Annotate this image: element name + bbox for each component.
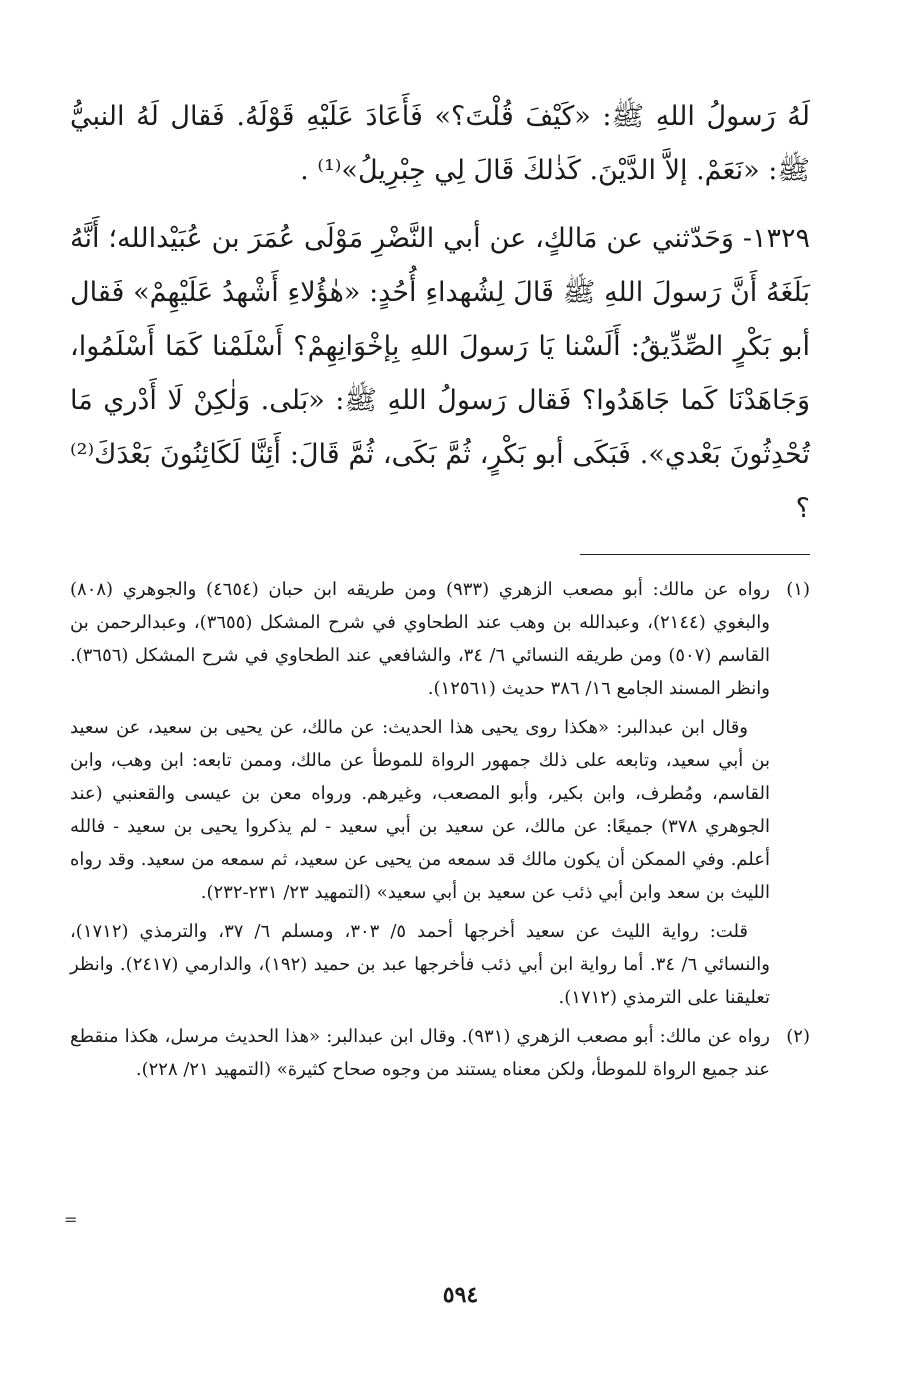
main-paragraph-1: لَهُ رَسولُ اللهِ ﷺ: «كَيْفَ قُلْتَ؟» فَأَعَادَ عَلَيْهِ قَوْلَهُ. فَقال لَهُ النبيُّ ﷺ: «نَعَمْ. إلاَّ الدَّيْنَ. كَذٰلكَ قَالَ لِي جِبْرِيلُ»⁽¹⁾ . xyxy=(70,101,810,186)
page-content xyxy=(70,90,810,1092)
footnote-paragraph: وقال ابن عبدالبر: «هكذا روى يحيى هذا الحديث: عن مالك، عن يحيى بن سعيد، عن سعيد بن أبي سعيد، وتابعه على ذلك جمهور الرواة للموطأ عن مالك، وممن تابعه: ابن وهب، وابن القاسم، ومُطرف، وابن بكير، وأبو المصعب، وغيرهم. ورواه معن بن عيسى والقعنبي (عند الجوهري ٣٧٨) جميعًا: عن مالك، عن سعيد بن أبي سعيد - لم يذكروا يحيى بن سعيد - فالله أعلم. وفي الممكن أن يكون مالك قد سمعه من يحيى عن سعيد، ثم سمعه من سعيد. وقد رواه الليث بن سعد وابن أبي ذئب عن سعيد بن أبي سعيد» (التمهيد ٢٣/ ٢٣١-٢٣٢). xyxy=(70,717,770,903)
footnote-body xyxy=(70,1020,770,1092)
footnote-1 xyxy=(70,573,810,1020)
footnote-number: (١) xyxy=(786,579,810,600)
footnote-separator xyxy=(580,554,810,555)
footnote-paragraph: قلت: رواية الليث عن سعيد أخرجها أحمد ٥/ ٣٠٣، ومسلم ٦/ ٣٧، والترمذي (١٧١٢)، والنسائي ٦/ ٣٤. أما رواية ابن أبي ذئب فأخرجها عبد بن حميد (١٩٢)، والدارمي (٢٤١٧). وانظر تعليقنا على الترمذي (١٧١٢). xyxy=(70,921,770,1008)
footnote-2 xyxy=(70,1020,810,1092)
main-text xyxy=(70,90,810,536)
footnote-number: (٢) xyxy=(786,1026,810,1047)
hadith-1329: ١٣٢٩- وَحَدّثني عن مَالكٍ، عن أبي النَّضْرِ مَوْلَى عُمَرَ بن عُبَيْدالله؛ أَنَّهُ بَلَغَهُ أَنَّ رَسولَ اللهِ ﷺ قَالَ لِشُهداءِ أُحُدٍ: «هٰؤُلاءِ أَشْهدُ عَلَيْهِمْ» فَقال أبو بَكْرٍ الصِّدِّيقُ: أَلَسْنا يَا رَسولَ اللهِ بِإخْوَانِهِمْ؟ أَسْلَمْنا كَمَا أَسْلَمُوا، وَجَاهَدْنَا كَما جَاهَدُوا؟ فَقال رَسولُ اللهِ ﷺ: «بَلى. وَلٰكِنْ لَا أَدْري مَا تُحْدِثُونَ بَعْدي». فَبَكَى أبو بَكْرٍ، ثُمَّ بَكَى، ثُمَّ قَالَ: أَئِنَّا لَكَائِنُونَ بَعْدَكَ⁽²⁾ ؟ xyxy=(70,223,810,524)
page-number: ٥٩٤ xyxy=(442,1282,479,1308)
footnote-paragraph: رواه عن مالك: أبو مصعب الزهري (٩٣١). وقال ابن عبدالبر: «هذا الحديث مرسل، هكذا منقطع عند جميع الرواة للموطأ، ولكن معناه يستند من وجوه صحاح كثيرة» (التمهيد ٢١/ ٢٢٨). xyxy=(70,1026,770,1080)
continuation-mark: = xyxy=(64,1210,78,1229)
footnote-body xyxy=(70,573,770,1020)
footnotes xyxy=(70,573,810,1092)
footnote-paragraph: رواه عن مالك: أبو مصعب الزهري (٩٣٣) ومن طريقه ابن حبان (٤٦٥٤) والجوهري (٨٠٨) والبغوي (٢١٤٤)، وعبدالله بن وهب عند الطحاوي في شرح المشكل (٣٦٥٥)، وعبدالرحمن بن القاسم (٥٠٧) ومن طريقه النسائي ٦/ ٣٤، والشافعي عند الطحاوي في شرح المشكل (٣٦٥٦). وانظر المسند الجامع ١٦/ ٣٨٦ حديث (١٢٥٦١). xyxy=(70,579,770,699)
